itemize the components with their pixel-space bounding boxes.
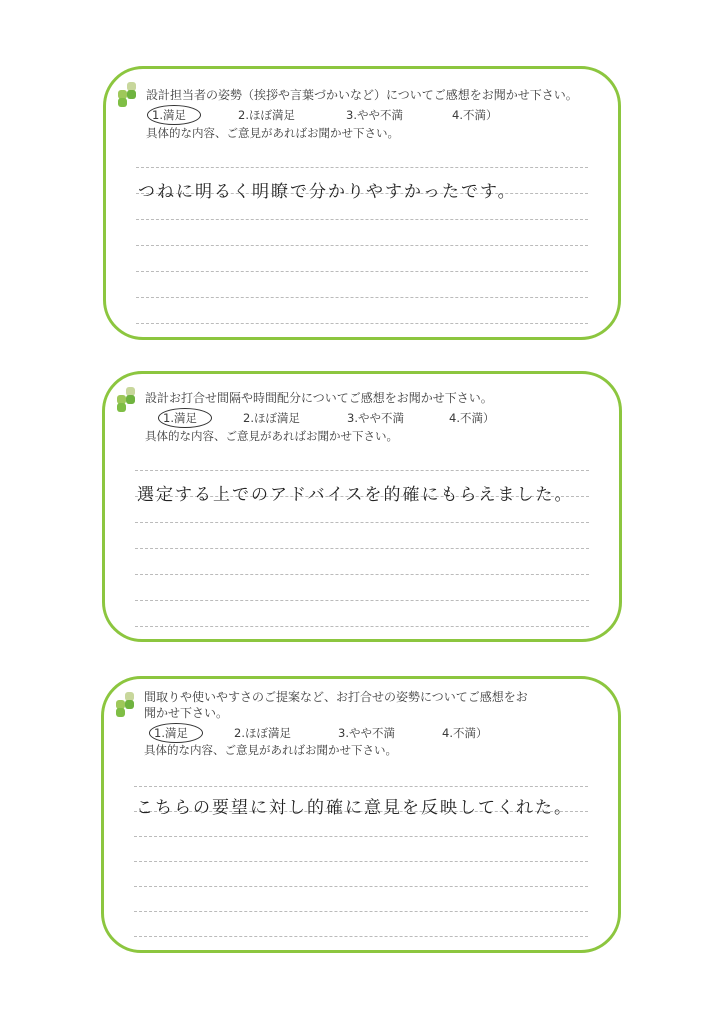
option-2[interactable]: 2.ほぼ満足 bbox=[234, 726, 291, 740]
survey-card-3 bbox=[101, 676, 621, 953]
option-4[interactable]: 4.不満） bbox=[442, 726, 488, 740]
question-text: 設計担当者の姿勢（挨拶や言葉づかいなど）についてご感想をお聞かせ下さい。 bbox=[146, 88, 578, 102]
handwritten-answer: こちらの要望に対し的確に意見を反映してくれた。 bbox=[136, 798, 573, 818]
option-4[interactable]: 4.不満） bbox=[449, 411, 495, 425]
rating-options bbox=[152, 107, 512, 123]
option-1-selected[interactable]: 1.満足 bbox=[163, 411, 197, 425]
question-text: 設計お打合せ間隔や時間配分についてご感想をお聞かせ下さい。 bbox=[145, 391, 493, 405]
option-2[interactable]: 2.ほぼ満足 bbox=[243, 411, 300, 425]
survey-card-1 bbox=[103, 66, 621, 340]
question-text-line2: 聞かせ下さい。 bbox=[144, 706, 229, 720]
option-1-selected[interactable]: 1.満足 bbox=[152, 108, 186, 122]
leaf-logo-icon bbox=[116, 692, 142, 716]
option-2[interactable]: 2.ほぼ満足 bbox=[238, 108, 295, 122]
handwritten-answer: 選定する上でのアドバイスを的確にもらえました。 bbox=[137, 485, 574, 505]
question-text: 間取りや使いやすさのご提案など、お打合せの姿勢についてご感想をお bbox=[144, 690, 528, 704]
handwritten-answer: つねに明るく明瞭で分かりやすかったです。 bbox=[138, 182, 517, 202]
rating-options bbox=[151, 410, 511, 426]
option-1-selected[interactable]: 1.満足 bbox=[154, 726, 188, 740]
detail-label: 具体的な内容、ご意見があればお聞かせ下さい。 bbox=[145, 429, 398, 443]
option-3[interactable]: 3.やや不満 bbox=[346, 108, 403, 122]
survey-card-2 bbox=[102, 371, 622, 642]
option-3[interactable]: 3.やや不満 bbox=[338, 726, 395, 740]
leaf-logo-icon bbox=[118, 82, 144, 106]
option-4[interactable]: 4.不満） bbox=[452, 108, 498, 122]
option-3[interactable]: 3.やや不満 bbox=[347, 411, 404, 425]
leaf-logo-icon bbox=[117, 387, 143, 411]
detail-label: 具体的な内容、ご意見があればお聞かせ下さい。 bbox=[146, 126, 399, 140]
detail-label: 具体的な内容、ご意見があればお聞かせ下さい。 bbox=[144, 743, 397, 757]
rating-options bbox=[150, 725, 510, 741]
